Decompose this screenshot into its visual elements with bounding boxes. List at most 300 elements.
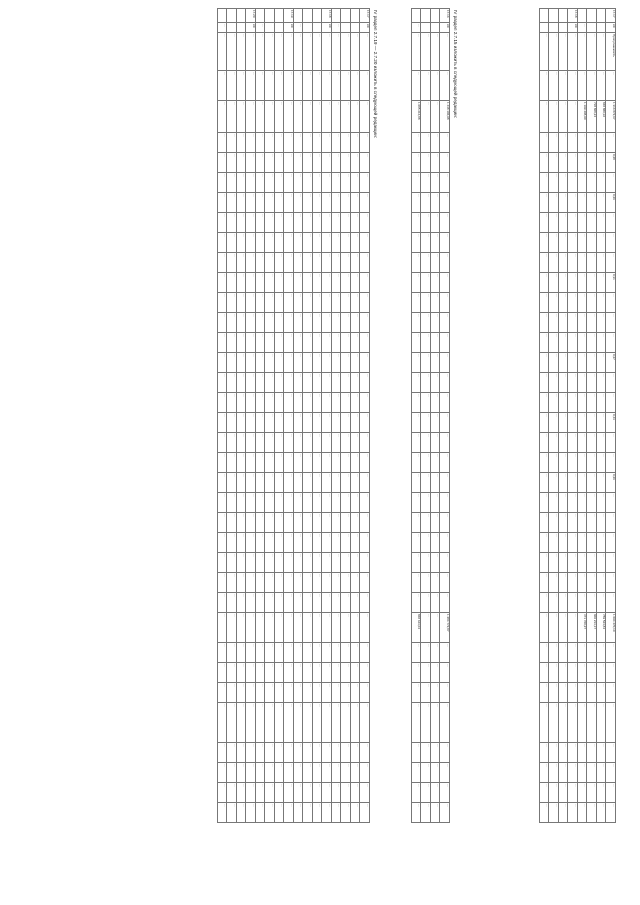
table-cell: 1 284 772,87	[440, 613, 450, 643]
table-cell: …	[284, 493, 294, 513]
table-cell: …	[265, 71, 275, 101]
table-cell: …	[360, 373, 370, 393]
table-row	[540, 9, 550, 823]
table-cell: …	[227, 513, 237, 533]
table-cell: …	[549, 803, 559, 823]
table-cell: КС	[246, 23, 256, 33]
table-cell: …	[256, 643, 266, 663]
table-cell: …	[549, 153, 559, 173]
table-cell: …	[421, 71, 431, 101]
table-cell	[303, 23, 313, 33]
table-cell: …	[431, 803, 441, 823]
table-cell: …	[540, 683, 550, 703]
table-cell: …	[421, 393, 431, 413]
table-cell: …	[303, 293, 313, 313]
table-cell: …	[227, 313, 237, 333]
table-cell: …	[227, 293, 237, 313]
table-cell: …	[587, 533, 597, 553]
table-cell: …	[265, 373, 275, 393]
table-cell: …	[549, 573, 559, 593]
table-cell: …	[360, 663, 370, 683]
table-cell: …	[284, 333, 294, 353]
table-cell: …	[578, 433, 588, 453]
table-cell: 1 448 106,98	[440, 101, 450, 133]
table-cell: …	[568, 453, 578, 473]
table-cell: …	[246, 593, 256, 613]
table-cell: …	[351, 33, 361, 71]
table-cell: …	[256, 71, 266, 101]
table-cell: …	[275, 173, 285, 193]
table-cell: …	[431, 783, 441, 803]
table-cell: …	[351, 573, 361, 593]
table-row	[587, 9, 597, 823]
table-cell: …	[351, 273, 361, 293]
table-cell: …	[568, 803, 578, 823]
table-cell: …	[549, 613, 559, 643]
table-cell: …	[294, 703, 304, 743]
table-cell: …	[303, 453, 313, 473]
table-cell: …	[587, 553, 597, 573]
table-cell: …	[540, 573, 550, 593]
section-caption: IV раздел 2.7.15 изложить в следующей редакции:	[453, 10, 458, 119]
table-cell: …	[332, 643, 342, 663]
table-cell: …	[303, 473, 313, 493]
table-cell: …	[568, 373, 578, 393]
table-cell: …	[275, 213, 285, 233]
table-cell: …	[237, 101, 247, 133]
table-cell: …	[559, 393, 569, 413]
table-cell: …	[237, 133, 247, 153]
table-cell: …	[341, 683, 351, 703]
table-cell: …	[559, 453, 569, 473]
table-cell: …	[275, 643, 285, 663]
table-cell: …	[549, 273, 559, 293]
table-cell: …	[284, 453, 294, 473]
table-cell: …	[351, 293, 361, 313]
table-cell: …	[412, 593, 422, 613]
table-cell: …	[332, 313, 342, 333]
table-cell: …	[578, 71, 588, 101]
table-cell: …	[549, 473, 559, 493]
table-cell: …	[578, 683, 588, 703]
table-cell: …	[322, 313, 332, 333]
table-cell: …	[431, 173, 441, 193]
table-cell: …	[256, 533, 266, 553]
table-cell: …	[540, 153, 550, 173]
table-cell: …	[246, 173, 256, 193]
table-cell: …	[597, 213, 607, 233]
table-cell: …	[313, 593, 323, 613]
table-cell: …	[294, 763, 304, 783]
table-cell: …	[322, 613, 332, 643]
table-cell: …	[559, 133, 569, 153]
table-cell: …	[360, 153, 370, 173]
table-cell: …	[549, 413, 559, 433]
table-cell: …	[351, 71, 361, 101]
table-cell: …	[587, 193, 597, 213]
table-cell: …	[275, 763, 285, 783]
table-cell: …	[227, 173, 237, 193]
table-cell: …	[597, 453, 607, 473]
table-cell: …	[284, 703, 294, 743]
table-cell: …	[256, 433, 266, 453]
table-cell: …	[549, 743, 559, 763]
table-cell: …	[322, 663, 332, 683]
table-cell: …	[265, 473, 275, 493]
table-cell: …	[218, 393, 228, 413]
table-cell: …	[256, 413, 266, 433]
table-cell: …	[578, 253, 588, 273]
table-cell: …	[440, 573, 450, 593]
table-cell: …	[412, 743, 422, 763]
table-cell: …	[421, 333, 431, 353]
table-cell: …	[568, 173, 578, 193]
table-cell: …	[275, 703, 285, 743]
table-cell: …	[284, 433, 294, 453]
table-cell: …	[440, 433, 450, 453]
table-cell: …	[341, 433, 351, 453]
table-cell: …	[313, 373, 323, 393]
table-cell: …	[218, 153, 228, 173]
table-cell: …	[568, 433, 578, 453]
table-cell: …	[275, 273, 285, 293]
table-cell: …	[421, 743, 431, 763]
table-cell: …	[265, 393, 275, 413]
table-cell: …	[322, 783, 332, 803]
table-cell: …	[559, 433, 569, 453]
table-cell: …	[322, 513, 332, 533]
table-cell: …	[587, 493, 597, 513]
table-cell: …	[294, 313, 304, 333]
table-cell: …	[559, 663, 569, 683]
table-cell: …	[606, 253, 616, 273]
table-cell: …	[412, 643, 422, 663]
table-cell: …	[246, 643, 256, 663]
table-cell: …	[587, 133, 597, 153]
table-cell: …	[578, 353, 588, 373]
table-cell: …	[549, 193, 559, 213]
table-cell: …	[351, 193, 361, 213]
table-cell: …	[332, 763, 342, 783]
table-cell: 789 524,84	[597, 613, 607, 643]
table-cell: …	[294, 101, 304, 133]
table-cell: …	[568, 593, 578, 613]
table-cell: …	[549, 433, 559, 453]
table-cell: …	[332, 293, 342, 313]
table-cell: …	[351, 703, 361, 743]
table-cell: …	[587, 683, 597, 703]
table-cell: …	[294, 663, 304, 683]
table-cell: …	[559, 493, 569, 513]
table-cell	[313, 9, 323, 23]
table-cell: …	[227, 743, 237, 763]
table-cell: …	[275, 613, 285, 643]
table-cell: …	[218, 663, 228, 683]
table-cell: …	[440, 273, 450, 293]
table-cell: …	[294, 273, 304, 293]
table-cell: …	[587, 573, 597, 593]
table-cell: …	[303, 193, 313, 213]
table-cell: …	[332, 453, 342, 473]
table-cell: …	[227, 373, 237, 393]
table-cell: …	[351, 353, 361, 373]
table-cell: …	[606, 71, 616, 101]
table-cell: …	[227, 393, 237, 413]
table-cell: …	[246, 473, 256, 493]
table-cell: …	[540, 763, 550, 783]
table-cell	[294, 9, 304, 23]
table-cell: …	[549, 783, 559, 803]
table-cell: …	[313, 193, 323, 213]
table-cell: …	[431, 101, 441, 133]
table-cell: …	[540, 273, 550, 293]
table-cell: …	[218, 133, 228, 153]
table-cell: …	[440, 173, 450, 193]
table-cell: …	[246, 193, 256, 213]
table-cell: …	[284, 193, 294, 213]
table-row	[218, 9, 228, 823]
table-cell: …	[360, 233, 370, 253]
table-cell: …	[284, 353, 294, 373]
table-cell: …	[284, 743, 294, 763]
table-cell: …	[218, 333, 228, 353]
table-cell: …	[265, 293, 275, 313]
table-cell: …	[265, 493, 275, 513]
table-cell: …	[412, 293, 422, 313]
table-cell: …	[559, 173, 569, 193]
table-cell: …	[351, 683, 361, 703]
table-cell: …	[421, 433, 431, 453]
table-cell	[597, 23, 607, 33]
table-cell: …	[256, 333, 266, 353]
table-cell: …	[360, 573, 370, 593]
table-cell: …	[412, 253, 422, 273]
table-cell: …	[587, 593, 597, 613]
table-cell: …	[540, 313, 550, 333]
table-cell: …	[341, 453, 351, 473]
table-cell: …	[559, 373, 569, 393]
table-cell: …	[606, 213, 616, 233]
table-cell: …	[549, 593, 559, 613]
table-cell: …	[303, 593, 313, 613]
table-cell: …	[559, 293, 569, 313]
table-cell: …	[568, 213, 578, 233]
table-cell: …	[597, 743, 607, 763]
table-cell: …	[578, 213, 588, 233]
table-cell: …	[256, 393, 266, 413]
table-cell: …	[578, 273, 588, 293]
table-cell: …	[597, 683, 607, 703]
table-cell: …	[284, 683, 294, 703]
table-cell: …	[303, 433, 313, 453]
table-cell: …	[540, 783, 550, 803]
table-cell: …	[218, 613, 228, 643]
data-table	[539, 8, 616, 823]
table-cell: …	[341, 643, 351, 663]
table-cell: …	[237, 473, 247, 493]
table-cell: …	[322, 553, 332, 573]
table-cell: …	[421, 533, 431, 553]
table-row	[284, 9, 294, 823]
table-cell: …	[559, 193, 569, 213]
table-cell: …	[275, 353, 285, 373]
table-cell: …	[421, 473, 431, 493]
table-cell: …	[265, 553, 275, 573]
table-cell: …	[313, 613, 323, 643]
table-cell: …	[303, 33, 313, 71]
table-cell	[559, 23, 569, 33]
table-cell: …	[412, 193, 422, 213]
table-cell: …	[559, 353, 569, 373]
table-cell: …	[351, 101, 361, 133]
table-cell: …	[559, 313, 569, 333]
table-cell	[540, 23, 550, 33]
table-cell: …	[284, 393, 294, 413]
table-cell: …	[294, 593, 304, 613]
table-cell: …	[431, 153, 441, 173]
table-cell: …	[597, 703, 607, 743]
table-cell: …	[218, 213, 228, 233]
table-cell: …	[294, 353, 304, 373]
table-cell: …	[421, 453, 431, 473]
table-cell: …	[360, 473, 370, 493]
table-cell: …	[218, 313, 228, 333]
table-cell: …	[275, 133, 285, 153]
table-cell: …	[246, 803, 256, 823]
table-row	[265, 9, 275, 823]
table-cell: 17.17	[360, 9, 370, 23]
table-cell: …	[275, 193, 285, 213]
table-cell: …	[275, 413, 285, 433]
table-cell: …	[256, 743, 266, 763]
table-cell: …	[568, 643, 578, 663]
table-cell: …	[360, 133, 370, 153]
table-cell: …	[587, 333, 597, 353]
table-cell: …	[265, 153, 275, 173]
table-cell: …	[351, 763, 361, 783]
table-cell: …	[578, 153, 588, 173]
table-cell: …	[559, 153, 569, 173]
table-cell: …	[246, 453, 256, 473]
table-cell: …	[227, 613, 237, 643]
table-row	[578, 9, 588, 823]
table-cell: …	[587, 663, 597, 683]
table-cell: …	[421, 763, 431, 783]
table-cell: …	[341, 613, 351, 643]
table-cell: …	[568, 493, 578, 513]
table-cell: …	[559, 473, 569, 493]
table-cell: …	[412, 683, 422, 703]
table-cell: …	[322, 71, 332, 101]
table-cell: …	[587, 743, 597, 763]
table-cell: …	[341, 783, 351, 803]
table-cell: …	[322, 763, 332, 783]
table-cell: …	[421, 513, 431, 533]
table-cell: …	[568, 763, 578, 783]
table-cell: …	[341, 313, 351, 333]
table-cell: …	[421, 213, 431, 233]
table-cell: …	[294, 373, 304, 393]
table-cell: …	[246, 533, 256, 553]
table-row	[360, 9, 370, 823]
table-cell: …	[421, 193, 431, 213]
table-cell: …	[341, 513, 351, 533]
table-cell: КС	[284, 23, 294, 33]
table-cell: …	[597, 233, 607, 253]
table-cell: …	[275, 533, 285, 553]
table-cell: …	[218, 23, 228, 33]
table-cell: …	[303, 333, 313, 353]
table-cell: …	[568, 153, 578, 173]
table-cell: …	[275, 803, 285, 823]
table-cell: …	[559, 573, 569, 593]
table-cell: …	[275, 33, 285, 71]
table-cell: …	[597, 553, 607, 573]
table-cell: …	[284, 213, 294, 233]
table-cell: …	[237, 153, 247, 173]
table-cell: …	[568, 553, 578, 573]
table-cell: …	[431, 473, 441, 493]
table-cell: …	[275, 293, 285, 313]
table-cell: 1 316 872,67	[606, 101, 616, 133]
table-cell: …	[265, 803, 275, 823]
table-cell: …	[341, 233, 351, 253]
table-cell: …	[549, 683, 559, 703]
table-cell: …	[568, 533, 578, 553]
table-cell: …	[341, 71, 351, 101]
table-cell: …	[549, 643, 559, 663]
table-cell	[587, 23, 597, 33]
table-cell: …	[303, 313, 313, 333]
table-cell: …	[341, 393, 351, 413]
table-cell: …	[256, 573, 266, 593]
table-cell: …	[568, 233, 578, 253]
table-cell: …	[303, 273, 313, 293]
table-cell: …	[549, 313, 559, 333]
table-cell: …	[431, 453, 441, 473]
table-cell: …	[568, 473, 578, 493]
table-cell: …	[587, 373, 597, 393]
table-cell: …	[431, 233, 441, 253]
table-cell: …	[549, 101, 559, 133]
table-cell: …	[303, 783, 313, 803]
table-cell: …	[265, 533, 275, 553]
table-cell: …	[284, 133, 294, 153]
table-cell: …	[559, 253, 569, 273]
table-cell: …	[246, 101, 256, 133]
table-cell: …	[313, 393, 323, 413]
table-cell: …	[440, 233, 450, 253]
table-cell: …	[341, 293, 351, 313]
table-cell: …	[237, 533, 247, 553]
table-cell: …	[351, 453, 361, 473]
table-cell: …	[549, 173, 559, 193]
table-cell: …	[294, 173, 304, 193]
table-cell: …	[322, 743, 332, 763]
table-cell: …	[218, 433, 228, 453]
table-cell: …	[275, 253, 285, 273]
table-cell: …	[559, 33, 569, 71]
table-cell: …	[540, 333, 550, 353]
table-cell: …	[431, 273, 441, 293]
table-cell: …	[303, 101, 313, 133]
table-cell: …	[431, 33, 441, 71]
table-cell: …	[275, 433, 285, 453]
table-cell: …	[227, 533, 237, 553]
table-cell: …	[332, 593, 342, 613]
table-cell: …	[237, 71, 247, 101]
table-cell: …	[587, 643, 597, 663]
